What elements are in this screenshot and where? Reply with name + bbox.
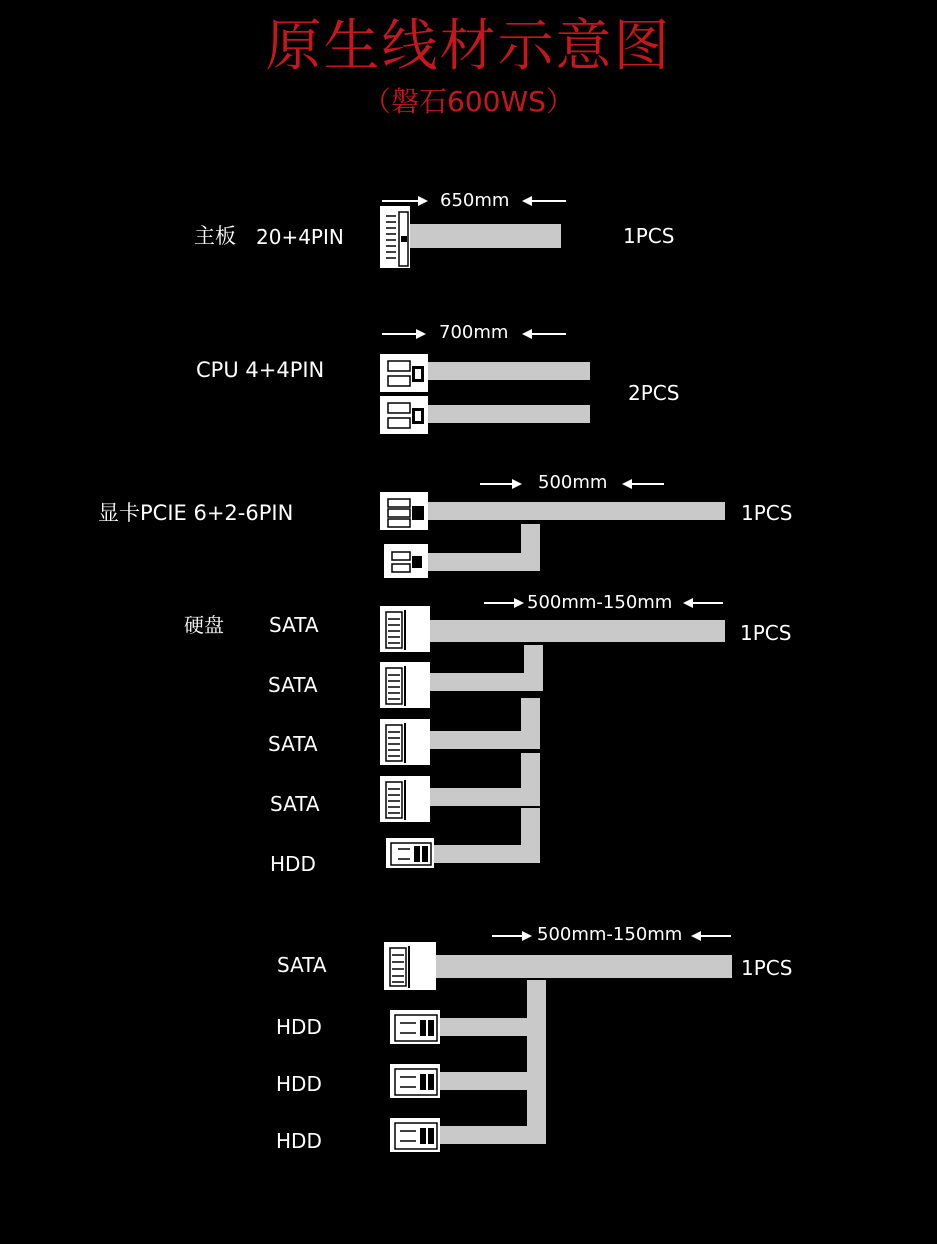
cable-hdd3-riser <box>527 1036 546 1090</box>
quantity-24pin: 1PCS <box>623 224 675 248</box>
cable-sata-riser-3 <box>521 698 540 749</box>
cable-sata-main <box>430 620 725 642</box>
connector-label-hdd-3: HDD <box>276 1072 322 1096</box>
connector-label-sata-1: SATA <box>269 613 319 637</box>
connector-sata-4 <box>380 776 430 822</box>
connector-hdd-molex-4 <box>390 1118 440 1152</box>
connector-label-sata-4: SATA <box>270 792 320 816</box>
quantity-pcie: 1PCS <box>741 501 793 525</box>
connector-label-cpu: CPU 4+4PIN <box>196 358 325 382</box>
length-label-700: 700mm <box>439 322 509 343</box>
cable-sata-riser-2 <box>524 645 543 691</box>
cable-sata-riser-4 <box>521 753 540 806</box>
length-label-650: 650mm <box>440 190 510 211</box>
length-label-500: 500mm <box>538 472 608 493</box>
connector-cpu-2 <box>380 396 428 434</box>
quantity-drives-1: 1PCS <box>740 621 792 645</box>
connector-sata-2 <box>380 662 430 708</box>
cable-cpu-1 <box>428 362 590 380</box>
category-label-motherboard: 主板 <box>194 224 236 248</box>
connector-label-24pin: 20+4PIN <box>256 225 344 249</box>
diagram-subtitle: （磐石600WS） <box>363 85 574 118</box>
cable-sata5-main <box>436 955 732 978</box>
connector-label-sata-2: SATA <box>268 673 318 697</box>
connector-hdd-molex <box>386 838 434 868</box>
connector-label-sata-5: SATA <box>277 953 327 977</box>
cable-hdd2-riser <box>527 980 546 1036</box>
quantity-drives-2: 1PCS <box>741 956 793 980</box>
cable-pcie-main <box>428 502 725 520</box>
category-label-drives: 硬盘 <box>184 613 224 637</box>
connector-label-hdd-4: HDD <box>276 1129 322 1153</box>
connector-label-pcie: 显卡PCIE 6+2-6PIN <box>98 501 294 525</box>
connector-hdd-molex-3 <box>390 1064 440 1098</box>
connector-sata-5 <box>384 942 436 990</box>
connector-hdd-molex-2 <box>390 1010 440 1044</box>
diagram-title: 原生线材示意图 <box>265 14 672 79</box>
connector-cpu-1 <box>380 354 428 392</box>
connector-label-sata-3: SATA <box>268 732 318 756</box>
connector-sata-3 <box>380 719 430 765</box>
cable-pcie-branch-riser <box>521 524 540 571</box>
connector-label-hdd: HDD <box>270 852 316 876</box>
quantity-cpu: 2PCS <box>628 381 680 405</box>
cable-24pin <box>410 224 561 248</box>
cable-cpu-2 <box>428 405 590 423</box>
connector-pcie-2pin <box>384 544 428 578</box>
connector-label-hdd-2: HDD <box>276 1015 322 1039</box>
cable-hdd-riser <box>521 808 540 863</box>
length-label-drives-1: 500mm-150mm <box>527 592 673 613</box>
cable-hdd4-riser <box>527 1090 546 1144</box>
length-label-drives-2: 500mm-150mm <box>537 924 683 945</box>
connector-24pin <box>380 206 410 268</box>
connector-pcie-6pin <box>380 492 428 530</box>
connector-sata-1 <box>380 606 430 652</box>
